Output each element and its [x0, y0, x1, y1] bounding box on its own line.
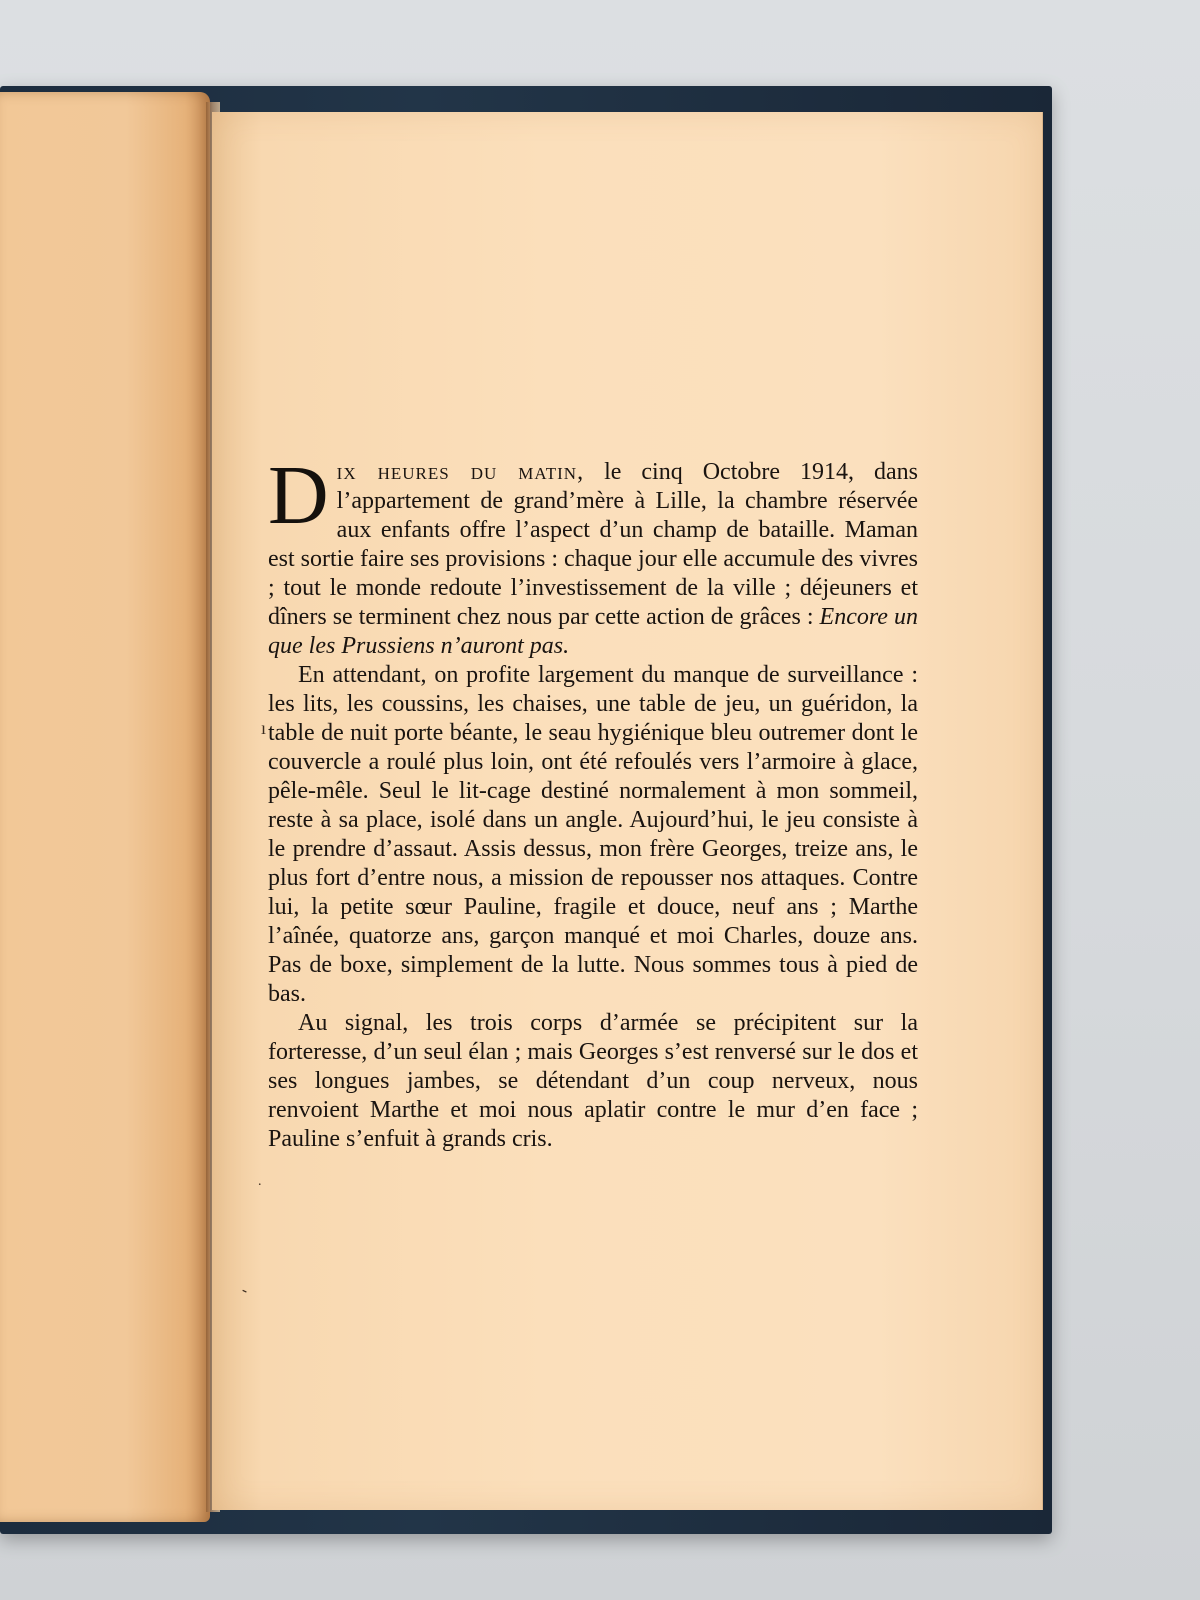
paragraph-1-body: le cinq Octobre 1914, dans l’appartement de grand’mère à Lille, la chambre réservée aux enfants offre l’aspect d’un champ de bataille. Maman est sortie faire ses provisions : chaque jour elle accumule des vivres ; tout le monde redoute l’investissement de la ville ; déjeuners et dîners se terminent chez nous par cette action de grâces :: [268, 459, 918, 630]
paragraph-3: Au signal, les trois corps d’armée se précipitent sur la forteresse, d’un seul élan ; mais Georges s’est renversé sur le dos et ses longues jambes, se détendant d’un coup nerveux, nous renvoient Marthe et moi nous aplatir contre le mur d’en face ; Pauline s’enfuit à grands cris.: [268, 1010, 918, 1152]
paragraph-1: [268, 449, 918, 661]
opening-words: ix heures du matin,: [336, 459, 585, 485]
page-text-block: [268, 449, 918, 1154]
paragraph-1-quote: Encore un que les Prussiens n’auront pas.: [268, 604, 918, 659]
margin-speck: ı: [261, 718, 267, 738]
left-page: [0, 92, 210, 1522]
margin-speck: .: [258, 1174, 262, 1189]
paragraph-2: En attendant, on profite largement du manque de surveillance : les lits, les coussins, les chaises, une table de jeu, un guéridon, la table de nuit porte béante, le seau hygiénique bleu outremer dont le couvercle a roulé plus loin, ont été refoulés vers l’armoire à glace, pêle-mêle. Seul le lit-cage destiné normalement à mon sommeil, reste à sa place, isolé dans un angle. Aujourd’hui, le jeu consiste à le prendre d’assaut. Assis dessus, mon frère Georges, treize ans, le plus fort d’entre nous, a mission de repousser nos attaques. Contre lui, la petite sœur Pauline, fragile et douce, neuf ans ; Marthe l’aînée, quatorze ans, garçon manqué et moi Charles, douze ans. Pas de boxe, simplement de la lutte. Nous sommes tous à pied de bas.: [268, 662, 918, 1007]
drop-cap: D: [268, 449, 329, 542]
right-page: [212, 112, 1042, 1510]
margin-speck: -: [238, 1281, 251, 1300]
